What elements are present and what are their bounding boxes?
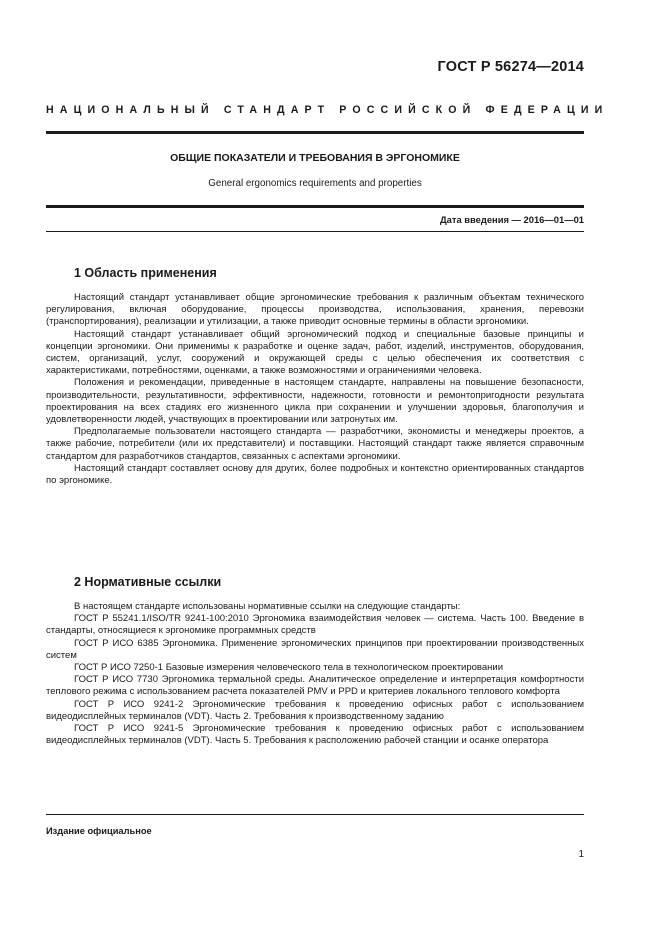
section-1-paragraph: Настоящий стандарт составляет основу для других, более подробных и контекстно ориентированных стандартов по эргономике. — [46, 462, 584, 487]
document-title: ОБЩИЕ ПОКАЗАТЕЛИ И ТРЕБОВАНИЯ В ЭРГОНОМИКЕ — [170, 152, 460, 164]
effective-date: Дата введения — 2016—01—01 — [439, 214, 584, 225]
section-1-paragraph: Настоящий стандарт устанавливает общие эргономические требования к различным объектам технического регулирования, включая оборудование, процессы производства, использования, хранения, перевозки (транспортирования), реализации и утилизации, а также приводит основные термины в области эргономики. — [46, 292, 584, 328]
section-1-paragraph: Положения и рекомендации, приведенные в настоящем стандарте, направлены на повышение безопасности, производительности, результативности, эффективности, надежности, готовности и ремонтопригодности результата проектирования на всех стадиях его жизненного цикла при сохранении и улучшении здоровья, благополучия и удовлетворенности людей, участвующих в проектировании или затронутых им. — [46, 377, 584, 426]
reference-item: ГОСТ Р ИСО 9241-2 Эргономические требования к проведению офисных работ с использованием видеодисплейных терминалов (VDT). Часть 2. Требования к производственному заданию — [46, 698, 584, 722]
section-1-paragraph: Настоящий стандарт устанавливает общий эргономический подход и специальные базовые принципы и концепции эргономики. Они применимы к разработке и оценке задач, работ, изделий, инструментов, оборудования, систем, организаций, услуг, сооружений и окружающей среды с целью обеспечения их соответствия с характеристиками, потребностями, оценками, а также возможностями и ограничениями человека. — [46, 328, 584, 377]
section-1-paragraph: Предполагаемые пользователи настоящего стандарта — разработчики, экономисты и менеджеры проектов, а также рабочие, потребители (или их представители) и поставщики. Настоящий стандарт также является справочным стандартом для разработчиков стандартов, связанных с аспектами эргономики. — [46, 426, 584, 462]
national-standard-label: НАЦИОНАЛЬНЫЙ СТАНДАРТ РОССИЙСКОЙ ФЕДЕРАЦИИ — [46, 104, 609, 116]
date-divider — [46, 231, 584, 232]
reference-item: ГОСТ Р ИСО 7250-1 Базовые измерения человеческого тела в технологическом проектировании — [74, 662, 504, 674]
reference-item: ГОСТ Р 55241.1/ISO/TR 9241-100:2010 Эргономика взаимодействия человек — система. Часть 100. Введение в стандарты, относящиеся к эргономике программных средств — [46, 613, 584, 637]
standard-code: ГОСТ Р 56274—2014 — [437, 59, 584, 75]
top-divider — [46, 131, 584, 134]
reference-item: ГОСТ Р ИСО 9241-5 Эргономические требования к проведению офисных работ с использованием видеодисплейных терминалов (VDT). Часть 5. Требования к расположению рабочей станции и осанке оператора — [46, 723, 584, 747]
references-intro: В настоящем стандарте использованы нормативные ссылки на следующие стандарты: — [74, 601, 461, 612]
reference-item: ГОСТ Р ИСО 7730 Эргономика термальной среды. Аналитическое определение и интерпретация комфортности теплового режима с использованием расчета показателей PMV и PPD и критериев локального теплового комфорта — [46, 674, 584, 698]
footer-divider — [46, 814, 584, 815]
reference-item: ГОСТ Р ИСО 6385 Эргономика. Применение эргономических принципов при проектировании производственных систем — [46, 637, 584, 661]
title-divider — [46, 205, 584, 208]
page-number: 1 — [578, 849, 584, 860]
section-2-body — [46, 601, 584, 747]
section-1-heading: 1 Область применения — [74, 266, 217, 280]
section-2-heading: 2 Нормативные ссылки — [74, 575, 222, 589]
document-title-english: General ergonomics requirements and properties — [208, 178, 422, 189]
section-1-body — [46, 292, 584, 487]
official-edition-label: Издание официальное — [46, 826, 152, 836]
